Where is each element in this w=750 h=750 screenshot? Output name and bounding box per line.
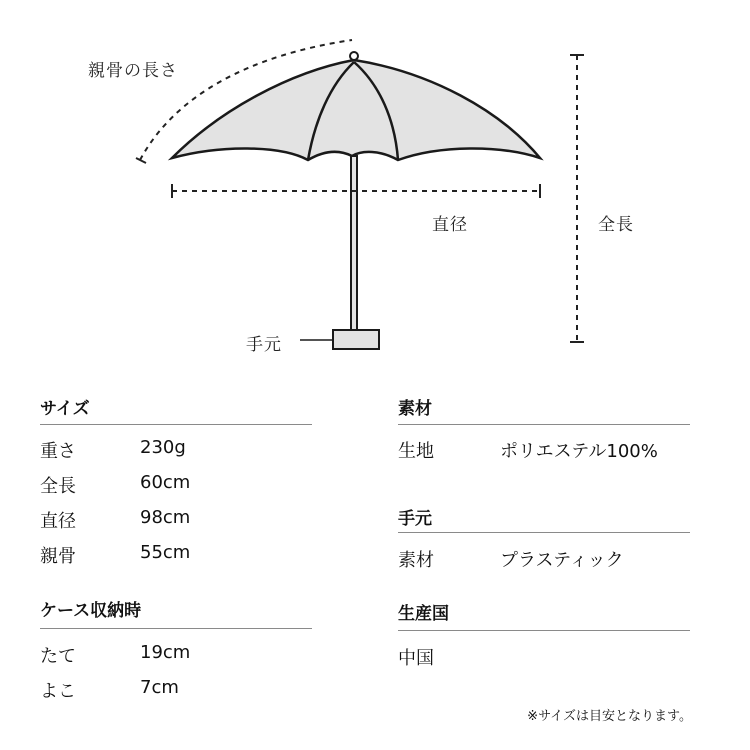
size-row-key: 親骨 bbox=[40, 546, 76, 567]
handle-section-divider bbox=[398, 532, 690, 533]
size-section-divider bbox=[40, 424, 312, 425]
material-section-divider bbox=[398, 424, 690, 425]
size-row-value: 60cm bbox=[140, 472, 191, 493]
umbrella-canopy bbox=[172, 60, 540, 160]
size-row-key: 重さ bbox=[40, 441, 76, 462]
umbrella-handle bbox=[333, 330, 379, 349]
handle-row-value: プラスティック bbox=[500, 550, 624, 571]
size-row-key: 全長 bbox=[40, 476, 76, 497]
material-row-key: 生地 bbox=[398, 441, 434, 462]
size-row-value: 55cm bbox=[140, 542, 191, 563]
handle-label: 手元 bbox=[246, 335, 282, 355]
size-row-value: 98cm bbox=[140, 507, 191, 528]
case-row-key: たて bbox=[40, 646, 76, 667]
origin-section-divider bbox=[398, 630, 690, 631]
size-row-value: 230g bbox=[140, 437, 186, 458]
diameter-label: 直径 bbox=[432, 215, 468, 235]
case-row-value: 7cm bbox=[140, 677, 179, 698]
size-disclaimer-note: ※サイズは目安となります。 bbox=[527, 709, 692, 724]
material-row-value: ポリエステル100% bbox=[500, 441, 658, 462]
umbrella-shaft bbox=[351, 156, 357, 332]
size-section-title: サイズ bbox=[40, 399, 90, 419]
case-row-value: 19cm bbox=[140, 642, 191, 663]
case-row-key: よこ bbox=[40, 681, 76, 702]
origin-row-key: 中国 bbox=[398, 648, 434, 669]
rib-length-label: 親骨の長さ bbox=[88, 61, 178, 81]
handle-row-key: 素材 bbox=[398, 550, 434, 571]
umbrella-tip bbox=[350, 52, 358, 60]
material-section-title: 素材 bbox=[398, 399, 432, 419]
case-section-divider bbox=[40, 628, 312, 629]
size-row-key: 直径 bbox=[40, 511, 76, 532]
handle-section-title: 手元 bbox=[398, 509, 432, 529]
total-length-label: 全長 bbox=[598, 215, 634, 235]
origin-section-title: 生産国 bbox=[398, 604, 449, 624]
case-section-title: ケース収納時 bbox=[40, 601, 142, 621]
